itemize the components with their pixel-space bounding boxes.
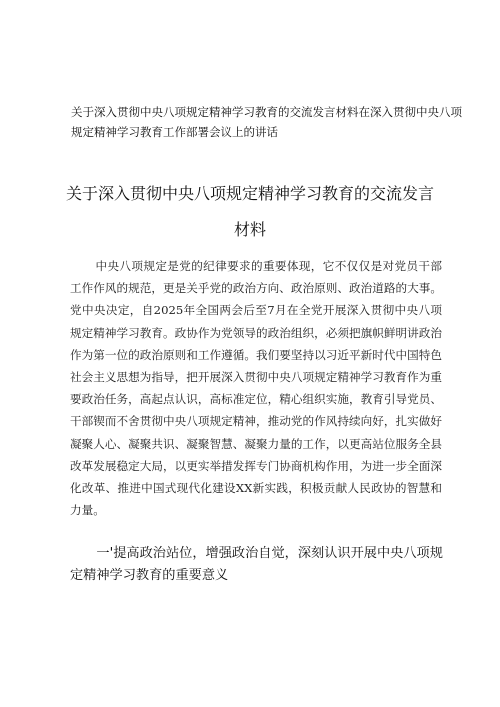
document-header: 关于深入贯彻中央八项规定精神学习教育的交流发言材料在深入贯彻中央八项规定精神学习教育工作部署会议上的讲话 xyxy=(71,105,462,139)
body-paragraph: 中央八项规定是党的纪律要求的重要体现，它不仅仅是对党员干部工作作风的规范，更是关乎党的政治方向、政治原则、政治道路的大事。党中央决定，自2025年全国两会后至7月在全党开展深入贯彻中央八项规定精神学习教育。政协作为党领导的政治组织，必须把旗帜鲜明讲政治作为第一位的政治原则和工作遵循。我们要坚持以习近平新时代中国特色社会主义思想为指导，把开展深入贯彻中央八项规定精神学习教育作为重要政治任务，高起点认识，高标准定位，精心组织实施，教育引导党员、干部锲而不舍贯彻中央八项规定精神，推动党的作风持续向好，扎实做好凝聚人心、凝聚共识、凝聚智慧、凝聚力量的工作，以更高站位服务全县改革发展稳定大局，以更实举措发挥专门协商机构作用，为进一步全面深化改革、推进中国式现代化建设XX新实践，积极贡献人民政协的智慧和力量。 xyxy=(70,259,442,518)
document-title: 关于深入贯彻中央八项规定精神学习教育的交流发言材料 xyxy=(65,184,434,239)
section-heading: 一'提高政治站位，增强政治自觉，深刻认识开展中央八项规定精神学习教育的重要意义 xyxy=(70,546,443,583)
